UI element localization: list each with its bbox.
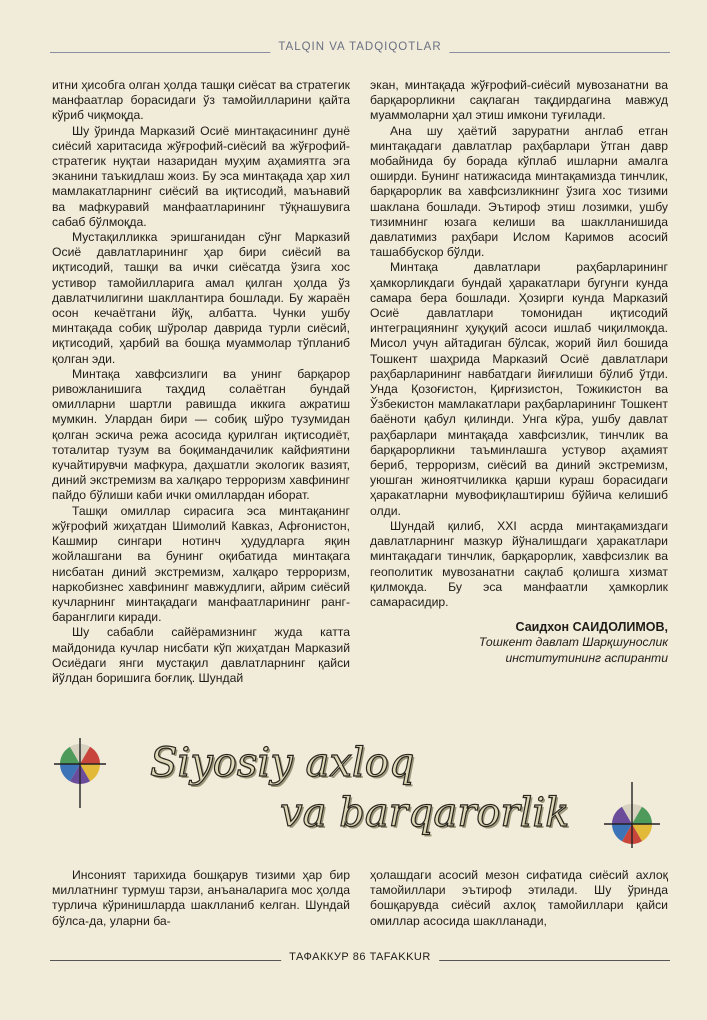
page-footer (50, 951, 670, 971)
paragraph: Шу сабабли сайёрамизнинг жуда катта майдонида кучлар нисбати кўп жиҳатдан Марказий Осиёдаги янги мустақил давлатларнинг қайси йўлдан боришига боғлиқ. Шундай (52, 625, 350, 685)
author-name: Саидхон САИДОЛИМОВ, (515, 620, 668, 635)
author-affiliation-line1: Тошкент давлат Шарқшунослик (478, 635, 668, 650)
page-header (50, 38, 670, 60)
color-wheel-icon-right (602, 780, 662, 852)
paragraph: Мустақилликка эришганидан сўнг Марказий Осиё давлатларининг ҳар бири сиёсий ва иқтисодий, ташқи ва ички сиёсатда ўзига хос устивор тамойилларига амал қилган ҳолда ўз давлатчилигини шакллантира бошлади. Бу жараён осон кечаётгани йўқ, албатта. Чунки ушбу минтақада собиқ шўролар даврида турли сиёсий, иқтисодий, ҳарбий ва бошқа муаммолар тўпланиб қолган эди. (52, 230, 350, 366)
paragraph: Шундай қилиб, XXI асрда минтақамиздаги давлатларнинг мазкур йўналишдаги ҳаракатлари минтақадаги тинчлик, барқарорлик, хавфсизлик ва геополитик мувозанатни сақлаб қолишга хизмат қилмоқда. Бу эса манфаатли ҳамкорлик самарасидир. (370, 518, 668, 609)
paragraph: Минтақа давлатлари раҳбарларининг ҳамкорликдаги бундай ҳаракатлари бугунги кунда самара бера бошлади. Ҳозирги кунда Марказий Осиё давлатлари томонидан иқтисодий интеграциянинг ҳуқуқий асоси ишлаб чиқилмоқда. Мисол учун айтадиган бўлсак, жорий йил бошида Тошкент шаҳрида Марказий Осиё давлатлари раҳбарларининг навбатдаги йиғилиши бўлиб ўтди. Унда Қозоғистон, Қирғизистон, Тожикистон ва Ўзбекистон мамлакатлари раҳбарларининг Тошкент баёноти қабул қилинди. Унга кўра, ушбу давлат раҳбарлари минтақада хавфсизлик, тинчлик ва барқарорликни таъминлашга устувор аҳамият бериб, терроризм, сиёсий ва диний экстремизм, уюшган жиноятчиликка қарши кураш борасидаги ҳаракатларни мувофиқлаштириш бўйича келишиб олди. (370, 260, 668, 518)
banner-title-line2: va barqarorlik (280, 790, 570, 836)
section-title: TALQIN VA TADQIQOTLAR (270, 41, 449, 53)
intro-column-right (370, 868, 668, 929)
paragraph: Минтақа хавфсизлиги ва унинг барқарор ривожланишига таҳдид солаётган бундай омилларни шартли равишда иккига ажратиш мумкин. Улардан бири — собиқ шўро тузумидан қолган эскича режа асосида қурилган иқтисодиёт, тоталитар тузум ва боқимандачилик кайфиятини кучайтирувчи мафкура, даҳшатли экологик вазият, диний экстремизм ва халқаро терроризм хавфининг пайдо бўлиши каби ички омиллардан иборат. (52, 366, 350, 503)
article-column-left (52, 78, 350, 686)
paragraph: Ана шу ҳаётий заруратни англаб етган минтақадаги давлатлар раҳбарлари ўтган давр мобайнида бу борада кўплаб ишларни амалга оширди. Бунинг натижасида минтақамизда тинчлик, барқарорлик ва хавфсизликнинг ўзига хос тизими шаклана бошлади. Эътироф этиш лозимки, ушбу тизимнинг юзага келиши ва шаклланишида давлатимиз раҳбари Ислом Каримов асосий ташаббускор бўлди. (370, 123, 668, 260)
banner-title-line1: Siyosiy axloq (150, 740, 415, 786)
paragraph: итни ҳисобга олган ҳолда ташқи сиёсат ва стратегик манфаатлар борасидаги ўз тамойилларини қайта кўриб чиқмоқда. (52, 78, 350, 123)
paragraph: экан, минтақада жўғрофий-сиёсий мувозанатни ва барқарорликни сақлаган тақдирдагина мавжуд муаммоларни ҳал этиш имкони туғилади. (370, 78, 668, 123)
footer-text: ТАФАККУР 86 TAFAKKUR (281, 951, 439, 963)
article-column-right (370, 78, 668, 666)
article-title-banner (0, 730, 707, 860)
paragraph: Шу ўринда Марказий Осиё минтақасининг дунё сиёсий харитасида жўғрофий-сиёсий ва жўғрофий-стратегик нуқтаи назаридан муҳим аҳамиятга эга эканини таъкидлаш жоиз. Бу эса минтақада ҳар хил мамлакатларнинг сиёсий ва иқтисодий, маънавий ва мафкуравий манфаатларининг тўқнашувига сабаб бўлмоқда. (52, 123, 350, 229)
paragraph: Инсоният тарихида бошқарув тизими ҳар бир миллатнинг турмуш тарзи, анъаналарига мос ҳолда турлича кўринишларда шаклланиб келган. Шундай бўлса-да, уларни ба- (52, 868, 350, 928)
intro-column-left (52, 868, 350, 929)
paragraph: Ташқи омиллар сирасига эса минтақанинг жўғрофий жиҳатдан Шимолий Кавказ, Афғонистон, Кашмир сингари нотинч ҳудудларга яқин жойлашгани ва бунинг оқибатида минтақага нисбатан диний экстремизм, халқаро терроризм, наркобизнес хавфининг мавжудлиги, айрим сиёсий кучларнинг минтақадаги манфаатларининг ранг-баранглиги киради. (52, 503, 350, 625)
color-wheel-icon-left (52, 738, 108, 810)
paragraph: ҳолашдаги асосий мезон сифатида сиёсий ахлоқ тамойиллари эътироф этилади. Шу ўринда бошқарувда сиёсий ахлоқ тамойиллари қайси омиллар асосида шаклланади, (370, 868, 668, 928)
author-signature (370, 620, 668, 666)
author-affiliation-line2: институтининг аспиранти (505, 650, 668, 665)
